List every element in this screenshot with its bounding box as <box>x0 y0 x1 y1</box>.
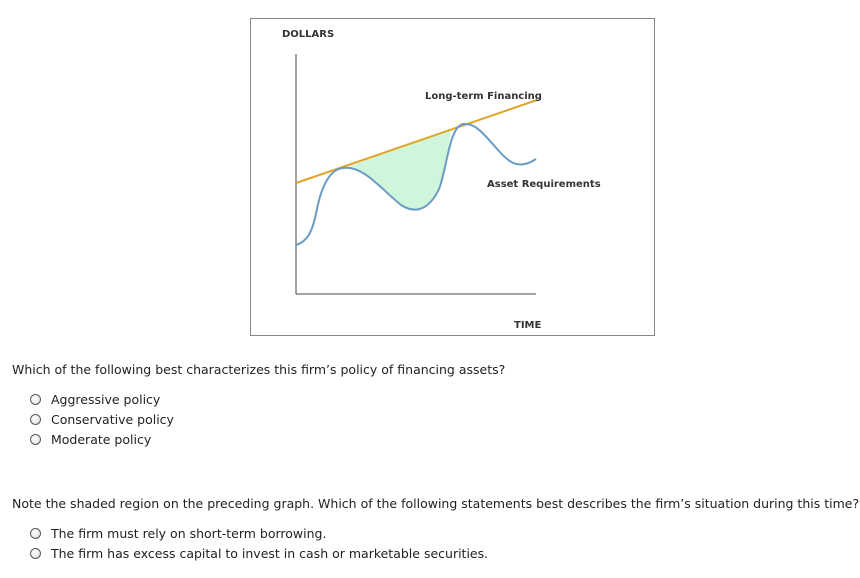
option-label: Conservative policy <box>51 412 174 427</box>
option-label: Moderate policy <box>51 432 152 447</box>
option-excess-capital[interactable] <box>30 546 488 561</box>
option-label: The firm must rely on short-term borrowing. <box>51 526 327 541</box>
option-label: The firm has excess capital to invest in cash or marketable securities. <box>51 546 489 561</box>
asset-requirements-label: Asset Requirements <box>487 179 601 190</box>
radio-button-icon[interactable] <box>30 434 41 445</box>
x-axis-label: TIME <box>514 320 542 331</box>
radio-button-icon[interactable] <box>30 528 41 539</box>
question-1-text: Which of the following best characterizes this firm’s policy of financing assets? <box>12 362 506 377</box>
option-moderate-policy[interactable] <box>30 432 151 447</box>
option-label: Aggressive policy <box>51 392 161 407</box>
radio-button-icon[interactable] <box>30 394 41 405</box>
question-2-text: Note the shaded region on the preceding graph. Which of the following statements best describes the firm’s situation during this time? <box>12 496 860 511</box>
financing-figure <box>250 18 655 336</box>
y-axis-label: DOLLARS <box>282 29 335 40</box>
financing-graph <box>251 19 656 337</box>
option-short-term-borrowing[interactable] <box>30 526 326 541</box>
radio-button-icon[interactable] <box>30 548 41 559</box>
option-aggressive-policy[interactable] <box>30 392 160 407</box>
radio-button-icon[interactable] <box>30 414 41 425</box>
long-term-financing-label: Long-term Financing <box>425 91 542 102</box>
option-conservative-policy[interactable] <box>30 412 174 427</box>
